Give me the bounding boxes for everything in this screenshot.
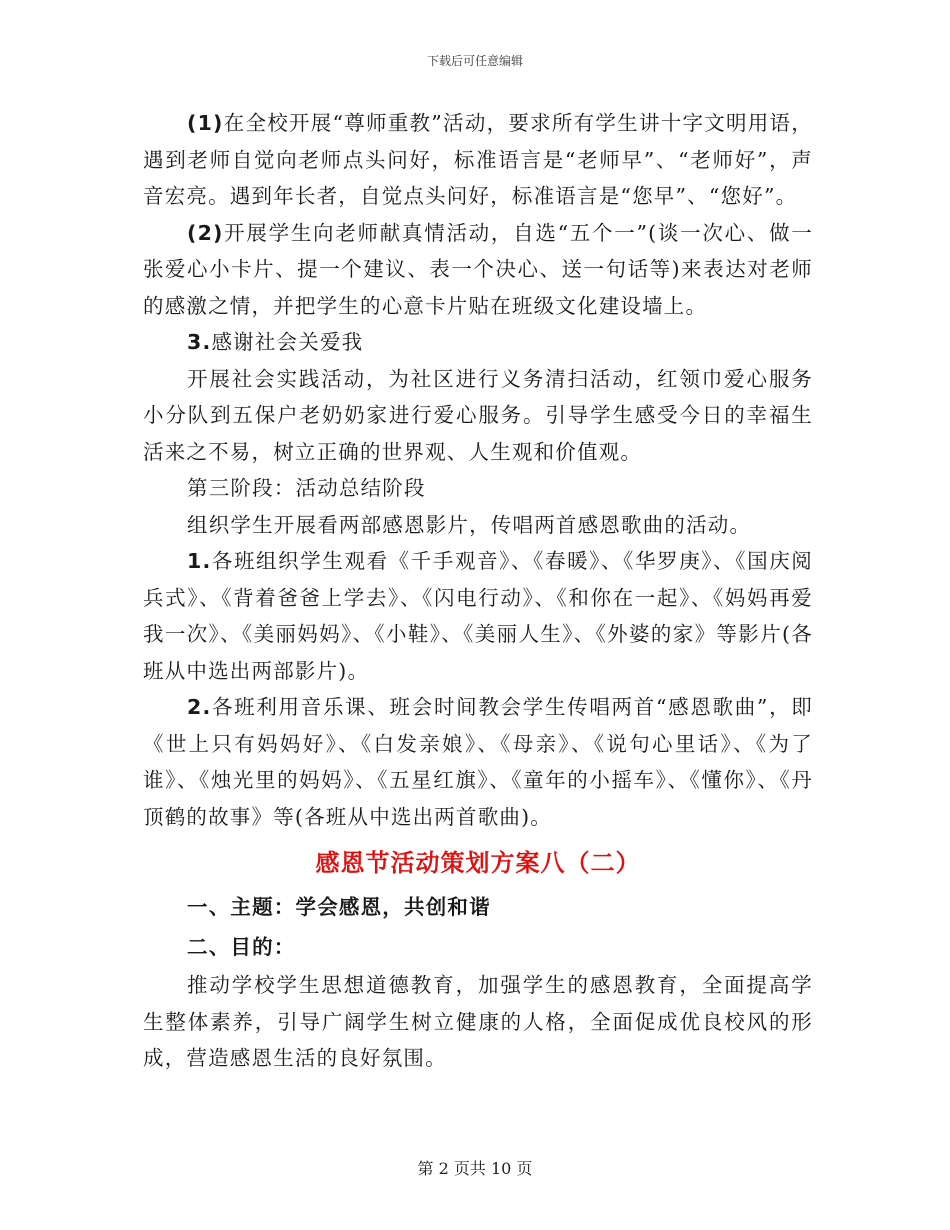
section-title: 感恩节活动策划方案八（二） <box>315 849 641 877</box>
paragraph-text: 各班利用音乐课、班会时间教会学生传唱两首“感恩歌曲”，即《世上只有妈妈好》、《白发亲娘》、《母亲》、《说句心里话》、《为了谁》、《烛光里的妈妈》、《五星红旗》、《童年的小摇车》、《懂你》、《丹顶鹤的故事》等(各班从中选出两首歌曲)。 <box>143 695 813 829</box>
paragraph-text: 开展学生向老师献真情活动，自选“五个一”(谈一次心、做一张爱心小卡片、提一个建议、表一个决心、送一句话等)来表达对老师的感激之情，并把学生的心意卡片贴在班级文化建设墙上。 <box>143 220 813 318</box>
page-header: 下载后可任意编辑 <box>426 54 523 68</box>
item-number: 1. <box>187 549 212 573</box>
paragraph-1 <box>143 105 813 215</box>
item-number: (2) <box>187 220 224 245</box>
paragraph-9: 推动学校学生思想道德教育，加强学生的感恩教育，全面提高学生整体素养，引导广阔学生树立健康的人格，全面促成优良校风的形成，营造感恩生活的良好氛围。 <box>143 973 813 1070</box>
document-body <box>143 105 813 1077</box>
item-number: 2. <box>187 695 212 719</box>
item-number: 3. <box>187 330 212 354</box>
paragraph-8 <box>143 689 813 835</box>
heading-purpose: 二、目的： <box>187 935 296 959</box>
paragraph-4: 开展社会实践活动，为社区进行义务清扫活动，红领巾爱心服务小分队到五保户老奶奶家进行爱心服务。引导学生感受今日的幸福生活来之不易，树立正确的世界观、人生观和价值观。 <box>143 366 813 464</box>
item-number: (1) <box>187 111 224 135</box>
paragraph-2 <box>143 215 813 325</box>
paragraph-text: 感谢社会关爱我 <box>211 330 364 354</box>
page-footer: 第 2 页共 10 页 <box>417 1159 533 1178</box>
paragraph-text: 在全校开展“尊师重教”活动，要求所有学生讲十字文明用语，遇到老师自觉向老师点头问好，标准语言是“老师早”、“老师好”，声音宏亮。遇到年长者，自觉点头问好，标准语言是“您早”、“您好”。 <box>143 111 813 208</box>
paragraph-text: 各班组织学生观看《千手观音》、《春暖》、《华罗庚》、《国庆阅兵式》、《背着爸爸上学去》、《闪电行动》、《和你在一起》、《妈妈再爱我一次》、《美丽妈妈》、《小鞋》、《美丽人生》、《外婆的家》等影片(各班从中选出两部影片)。 <box>143 549 813 683</box>
paragraph-3 <box>143 324 813 361</box>
paragraph-5: 第三阶段：活动总结阶段 <box>187 476 426 500</box>
heading-theme: 一、主题：学会感恩，共创和谐 <box>187 895 491 919</box>
paragraph-6: 组织学生开展看两部感恩影片，传唱两首感恩歌曲的活动。 <box>187 512 752 537</box>
paragraph-7 <box>143 543 813 689</box>
